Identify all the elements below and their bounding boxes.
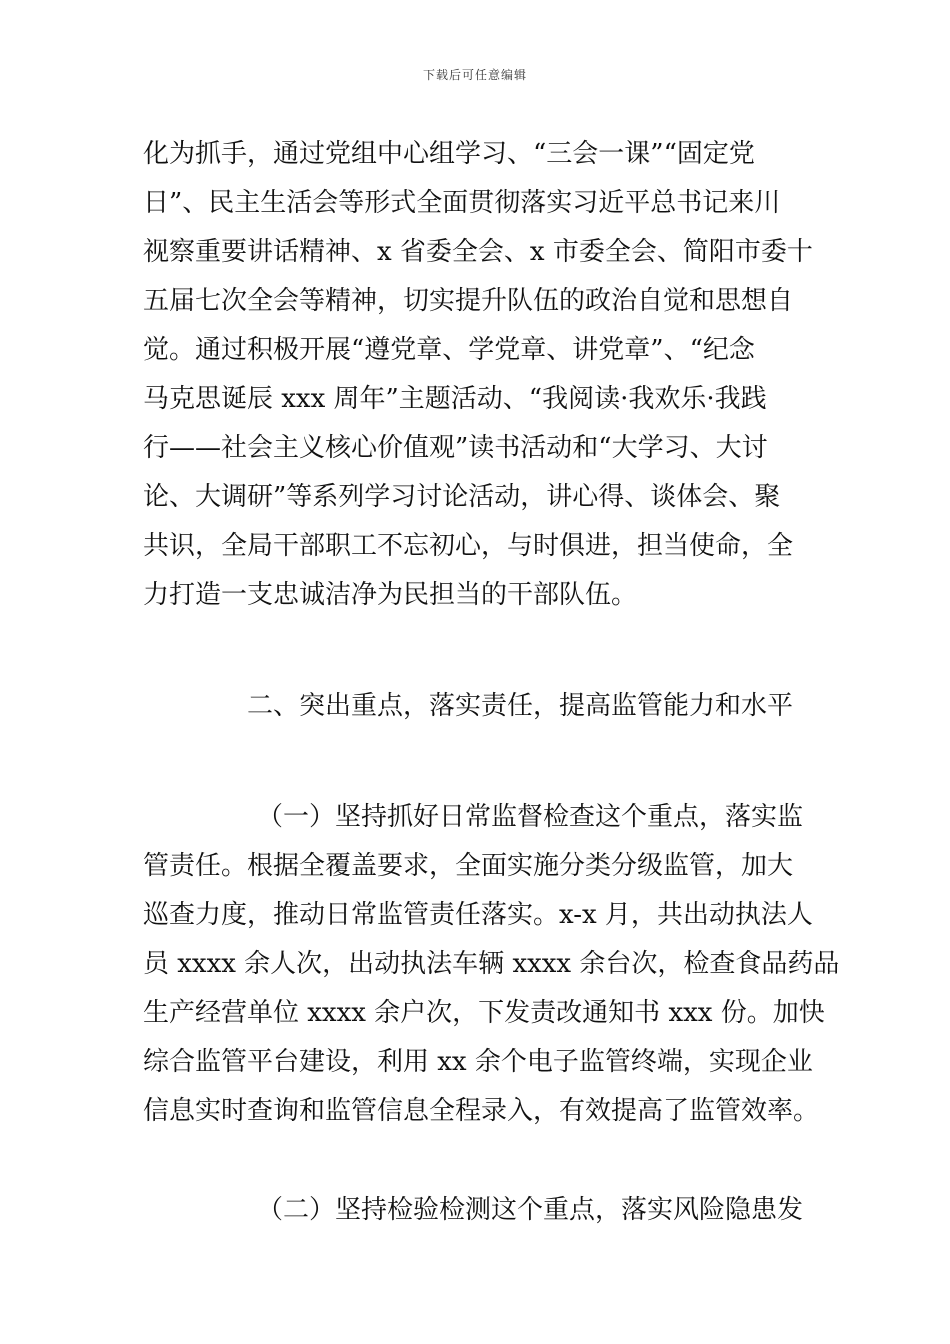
paragraph-party-building <box>143 130 813 620</box>
text-line: 马克思诞辰 xxx 周年”主题活动、“我阅读·我欢乐·我践 <box>143 384 767 414</box>
text-line: 五届七次全会等精神，切实提升队伍的政治自觉和思想自 <box>143 286 794 316</box>
text-line: （二）坚持检验检测这个重点，落实风险隐患发 <box>257 1195 804 1225</box>
paragraph-spacer <box>143 1136 809 1186</box>
text-line: 视察重要讲话精神、x 省委全会、x 市委全会、简阳市委十 <box>143 237 813 267</box>
paragraph-daily-supervision <box>143 793 840 1136</box>
text-line: 力打造一支忠诚洁净为民担当的干部队伍。 <box>143 580 638 610</box>
text-line: 论、大调研”等系列学习讨论活动，讲心得、谈体会、聚 <box>143 482 781 512</box>
text-line: 员 xxxx 余人次，出动执法车辆 xxxx 余台次，检查食品药品 <box>143 949 840 979</box>
text-line: 共识，全局干部职工不忘初心，与时俱进，担当使命，全 <box>143 531 794 561</box>
text-line: 化为抓手，通过党组中心组学习、“三会一课”“固定党 <box>143 139 755 169</box>
text-line: 觉。通过积极开展“遵党章、学党章、讲党章”、“纪念 <box>143 335 755 365</box>
text-line: 巡查力度，推动日常监管责任落实。x-x 月，共出动执法人 <box>143 900 813 930</box>
paragraph-spacer <box>143 731 809 793</box>
text-line: 行——社会主义核心价值观”读书活动和“大学习、大讨 <box>143 433 768 463</box>
document-body <box>143 130 840 1235</box>
text-line: 日”、民主生活会等形式全面贯彻落实习近平总书记来川 <box>143 188 781 218</box>
text-line: 信息实时查询和监管信息全程录入，有效提高了监管效率。 <box>143 1096 820 1126</box>
paragraph-inspection-testing <box>143 1186 809 1235</box>
text-line: 管责任。根据全覆盖要求，全面实施分类分级监管，加大 <box>143 851 794 881</box>
page-header: 下载后可任意编辑 <box>422 68 527 82</box>
text-line: 生产经营单位 xxxx 余户次，下发责改通知书 xxx 份。加快 <box>143 998 825 1028</box>
text-line: （一）坚持抓好日常监督检查这个重点，落实监 <box>257 802 804 832</box>
text-line: 综合监管平台建设，利用 xx 余个电子监管终端，实现企业 <box>143 1047 813 1077</box>
paragraph-spacer <box>143 620 809 682</box>
section-heading: 二、突出重点，落实责任，提高监管能力和水平 <box>247 691 794 721</box>
